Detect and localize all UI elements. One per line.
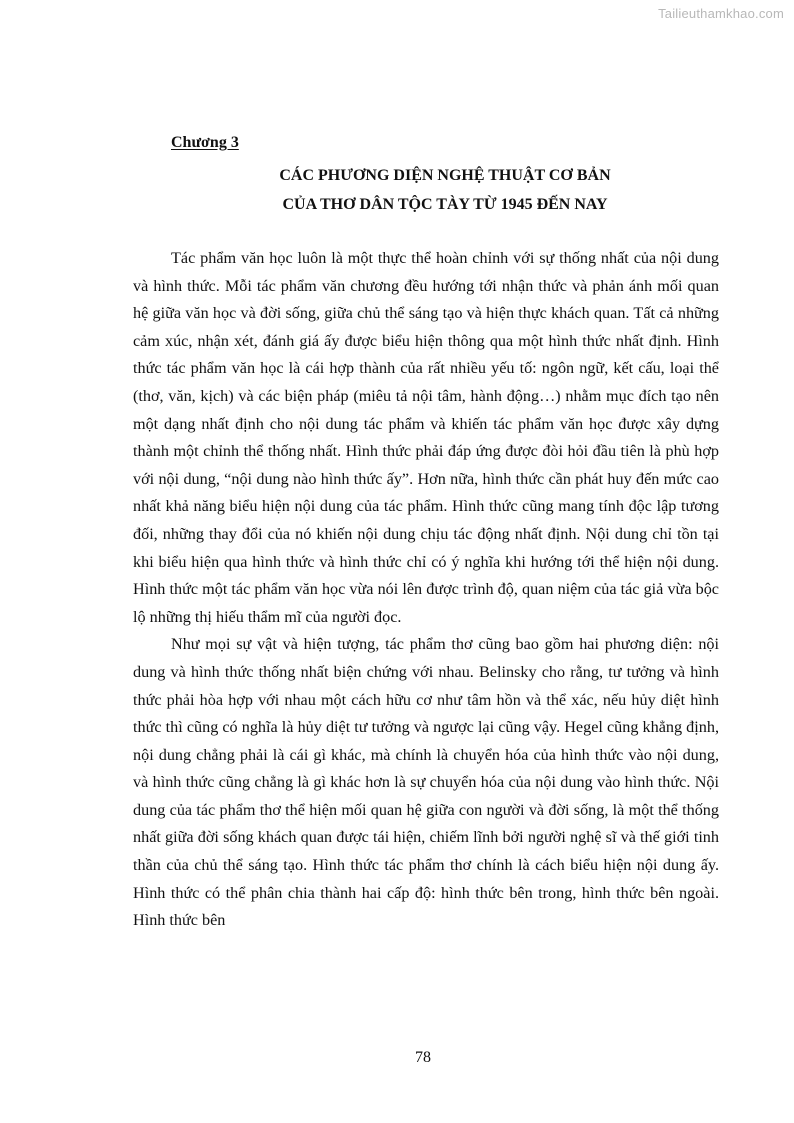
chapter-title <box>0 161 794 219</box>
paragraph-2: Như mọi sự vật và hiện tượng, tác phẩm thơ cũng bao gồm hai phương diện: nội dung và hình thức thống nhất biện chứng với nhau. Belinsky cho rằng, tư tưởng và hình thức phải hòa hợp với nhau một cách hữu cơ như tâm hồn và thể xác, nếu hủy diệt hình thức thì cũng có nghĩa là hủy diệt tư tưởng và ngược lại cũng vậy. Hegel cũng khẳng định, nội dung chẳng phải là cái gì khác, mà chính là chuyển hóa của hình thức vào nội dung, và hình thức cũng chẳng là gì khác hơn là sự chuyển hóa của nội dung vào hình thức. Nội dung của tác phẩm thơ thể hiện mối quan hệ giữa con người và đời sống, là một thể thống nhất giữa đời sống khách quan được tái hiện, chiếm lĩnh bởi người nghệ sĩ và thế giới tinh thần của chủ thể sáng tạo. Hình thức tác phẩm thơ chính là cách biểu hiện nội dung ấy. Hình thức có thể phân chia thành hai cấp độ: hình thức bên trong, hình thức bên ngoài. Hình thức bên <box>133 635 719 930</box>
chapter-title-line-2: CỦA THƠ DÂN TỘC TÀY TỪ 1945 ĐẾN NAY <box>282 196 608 213</box>
chapter-title-line-1: CÁC PHƯƠNG DIỆN NGHỆ THUẬT CƠ BẢN <box>279 167 611 184</box>
body-text <box>133 245 719 935</box>
chapter-label: Chương 3 <box>171 134 239 151</box>
page-number: 78 <box>415 1049 431 1066</box>
watermark: Tailieuthamkhao.com <box>658 6 784 21</box>
paragraph-1: Tác phẩm văn học luôn là một thực thể hoàn chỉnh với sự thống nhất của nội dung và hình thức. Mỗi tác phẩm văn chương đều hướng tới nhận thức và phản ánh mối quan hệ giữa văn học và đời sống, giữa chủ thể sáng tạo và hiện thực khách quan. Tất cả những cảm xúc, nhận xét, đánh giá ấy được biểu hiện thông qua một hình thức nhất định. Hình thức tác phẩm văn học là cái hợp thành của rất nhiều yếu tố: ngôn ngữ, kết cấu, loại thể (thơ, văn, kịch) và các biện pháp (miêu tả nội tâm, hành động…) nhằm mục đích tạo nên một dạng nhất định cho nội dung tác phẩm và khiến tác phẩm văn học được xây dựng thành một chỉnh thể thống nhất. Hình thức phải đáp ứng được đòi hỏi đầu tiên là phù hợp với nội dung, “nội dung nào hình thức ấy”. Hơn nữa, hình thức cần phát huy đến mức cao nhất khả năng biểu hiện nội dung của tác phẩm. Hình thức cũng mang tính độc lập tương đối, những thay đổi của nó khiến nội dung chịu tác động nhất định. Nội dung chỉ tồn tại khi biểu hiện qua hình thức và hình thức chỉ có ý nghĩa khi hướng tới thể hiện nội dung. Hình thức một tác phẩm văn học vừa nói lên được trình độ, quan niệm của tác giả vừa bộc lộ những thị hiếu thẩm mĩ của người đọc. <box>133 249 719 626</box>
